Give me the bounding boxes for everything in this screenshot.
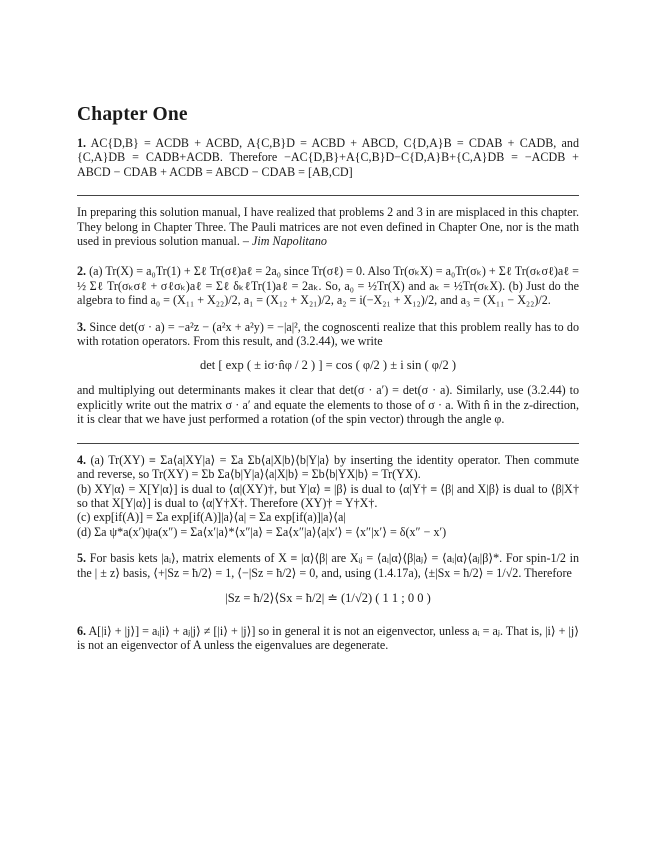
chapter-title: Chapter One <box>77 104 188 125</box>
note-author: Jim Napolitano <box>252 234 327 249</box>
author-note <box>77 205 579 248</box>
problem-3 <box>77 320 579 349</box>
problem-4c: (c) exp[if(A)] = Σa exp[if(A)]|a⟩⟨a| = Σa exp[if(a)]|a⟩⟨a| <box>77 510 346 525</box>
problem-text: A[|i⟩ + |j⟩] = aᵢ|i⟩ + aⱼ|j⟩ ≠ [|i⟩ + |j⟩] so in general it is not an eigenvector, unless aᵢ = aⱼ. That is, |i⟩ + |j⟩ is not an eigenvector of A unless the eigenvalues are degenerate. <box>77 623 580 653</box>
problem-number: 3. <box>77 319 87 334</box>
problem-3-continued: and multiplying out determinants makes it clear that det(σ · a′) = det(σ · a). Similarly, use (3.2.44) to explicitly write out the matrix σ · a′ and equate the elements to those of σ · a. With n̂ in the z-direction, it is clear that we have just performed a rotation (of the spin vector) through the angle φ. <box>77 383 579 427</box>
problem-text: AC{D,B} = ACDB + ACBD, A{C,B}D = ACBD + ABCD, C{D,A}B = CDAB + CADB, and {C,A}DB = CADB+ACDB. Therefore −AC{D,B}+A{C,B}D−C{D,A}B+{C,A}DB = −ACDB + ABCD − CDAB + ACDB = ABCD − CDAB = [AB,CD] <box>77 136 579 179</box>
problem-text: (a) Tr(XY) ≡ Σa⟨a|XY|a⟩ = Σa Σb⟨a|X|b⟩⟨b|Y|a⟩ by inserting the identity operator. Then commute and reverse, so Tr(XY) = Σb Σa⟨b|Y|a⟩⟨a|X|b⟩ = Σb⟨b|YX|b⟩ = Tr(YX). <box>77 452 579 482</box>
problem-number: 4. <box>77 452 87 467</box>
equation-rotation: det [ exp ( ± iσ·n̂φ / 2 ) ] = cos ( φ/2 ) ± i sin ( φ/2 ) <box>199 358 457 373</box>
problem-1 <box>77 136 579 179</box>
problem-number: 2. <box>77 264 87 279</box>
document-page <box>77 104 579 653</box>
problem-4b: (b) XY|α⟩ = X[Y|α⟩] is dual to ⟨α|(XY)†, but Y|α⟩ ≡ |β⟩ is dual to ⟨α|Y† ≡ ⟨β| and X|β⟩ is dual to ⟨β|X† so that X[Y|α⟩] is dual to ⟨α|Y†X†. Therefore (XY)† = Y†X†. <box>77 481 579 510</box>
problem-2 <box>77 264 579 307</box>
note-text: In preparing this solution manual, I have realized that problems 2 and 3 in are misplaced in this chapter. They belong in Chapter Three. The Pauli matrices are not even defined in Chapter One, nor is the math used in previous solution manual. – <box>77 205 579 249</box>
problem-6 <box>77 624 579 653</box>
problem-5 <box>77 551 579 580</box>
problem-4a <box>77 453 579 482</box>
problem-number: 1. <box>77 136 87 150</box>
problem-text: For basis kets |aᵢ⟩, matrix elements of X ≡ |α⟩⟨β| are Xᵢⱼ = ⟨aᵢ|α⟩⟨β|aⱼ⟩ = ⟨aᵢ|α⟩⟨aⱼ|β⟩*. For spin-1/2 in the | ± z⟩ basis, ⟨+|Sz = ħ/2⟩ = 1, ⟨−|Sz = ħ/2⟩ = 0, and, using (1.4.17a), ⟨±|Sx = ħ/2⟩ = 1/√2. Therefore <box>77 551 580 580</box>
problem-number: 5. <box>77 551 87 566</box>
problem-4d: (d) Σa ψ*a(x′)ψa(x″) = Σa⟨x′|a⟩*⟨x″|a⟩ = Σa⟨x″|a⟩⟨a|x′⟩ = ⟨x″|x′⟩ = δ(x″ − x′) <box>77 524 447 539</box>
problem-number: 6. <box>77 623 87 638</box>
problem-text: (a) Tr(X) = a₀Tr(1) + Σℓ Tr(σℓ)aℓ = 2a₀ since Tr(σℓ) = 0. Also Tr(σₖX) = a₀Tr(σₖ) + Σℓ Tr(σₖσℓ)aℓ = ½ Σℓ Tr(σₖσℓ + σℓσₖ)aℓ = Σℓ δₖℓTr(1)aℓ = 2aₖ. So, a₀ = ½Tr(X) and aₖ = ½Tr(σₖX). (b) Just do the algebra to find a₀ = (X₁₁ + X₂₂)/2, a₁ = (X₁₂ + X₂₁)/2, a₂ = i(−X₂₁ + X₁₂)/2, and a₃ = (X₁₁ − X₂₂)/2. <box>77 264 579 308</box>
problem-text: Since det(σ · a) = −a²z − (a²x + a²y) = −|a|², the cognoscenti realize that this problem really has to do with rotation operators. From this result, and (3.2.44), we write <box>77 319 580 349</box>
equation-matrix: |Sz = ħ/2⟩⟨Sx = ħ/2| ≐ (1/√2) ( 1 1 ; 0 0 ) <box>225 590 431 605</box>
